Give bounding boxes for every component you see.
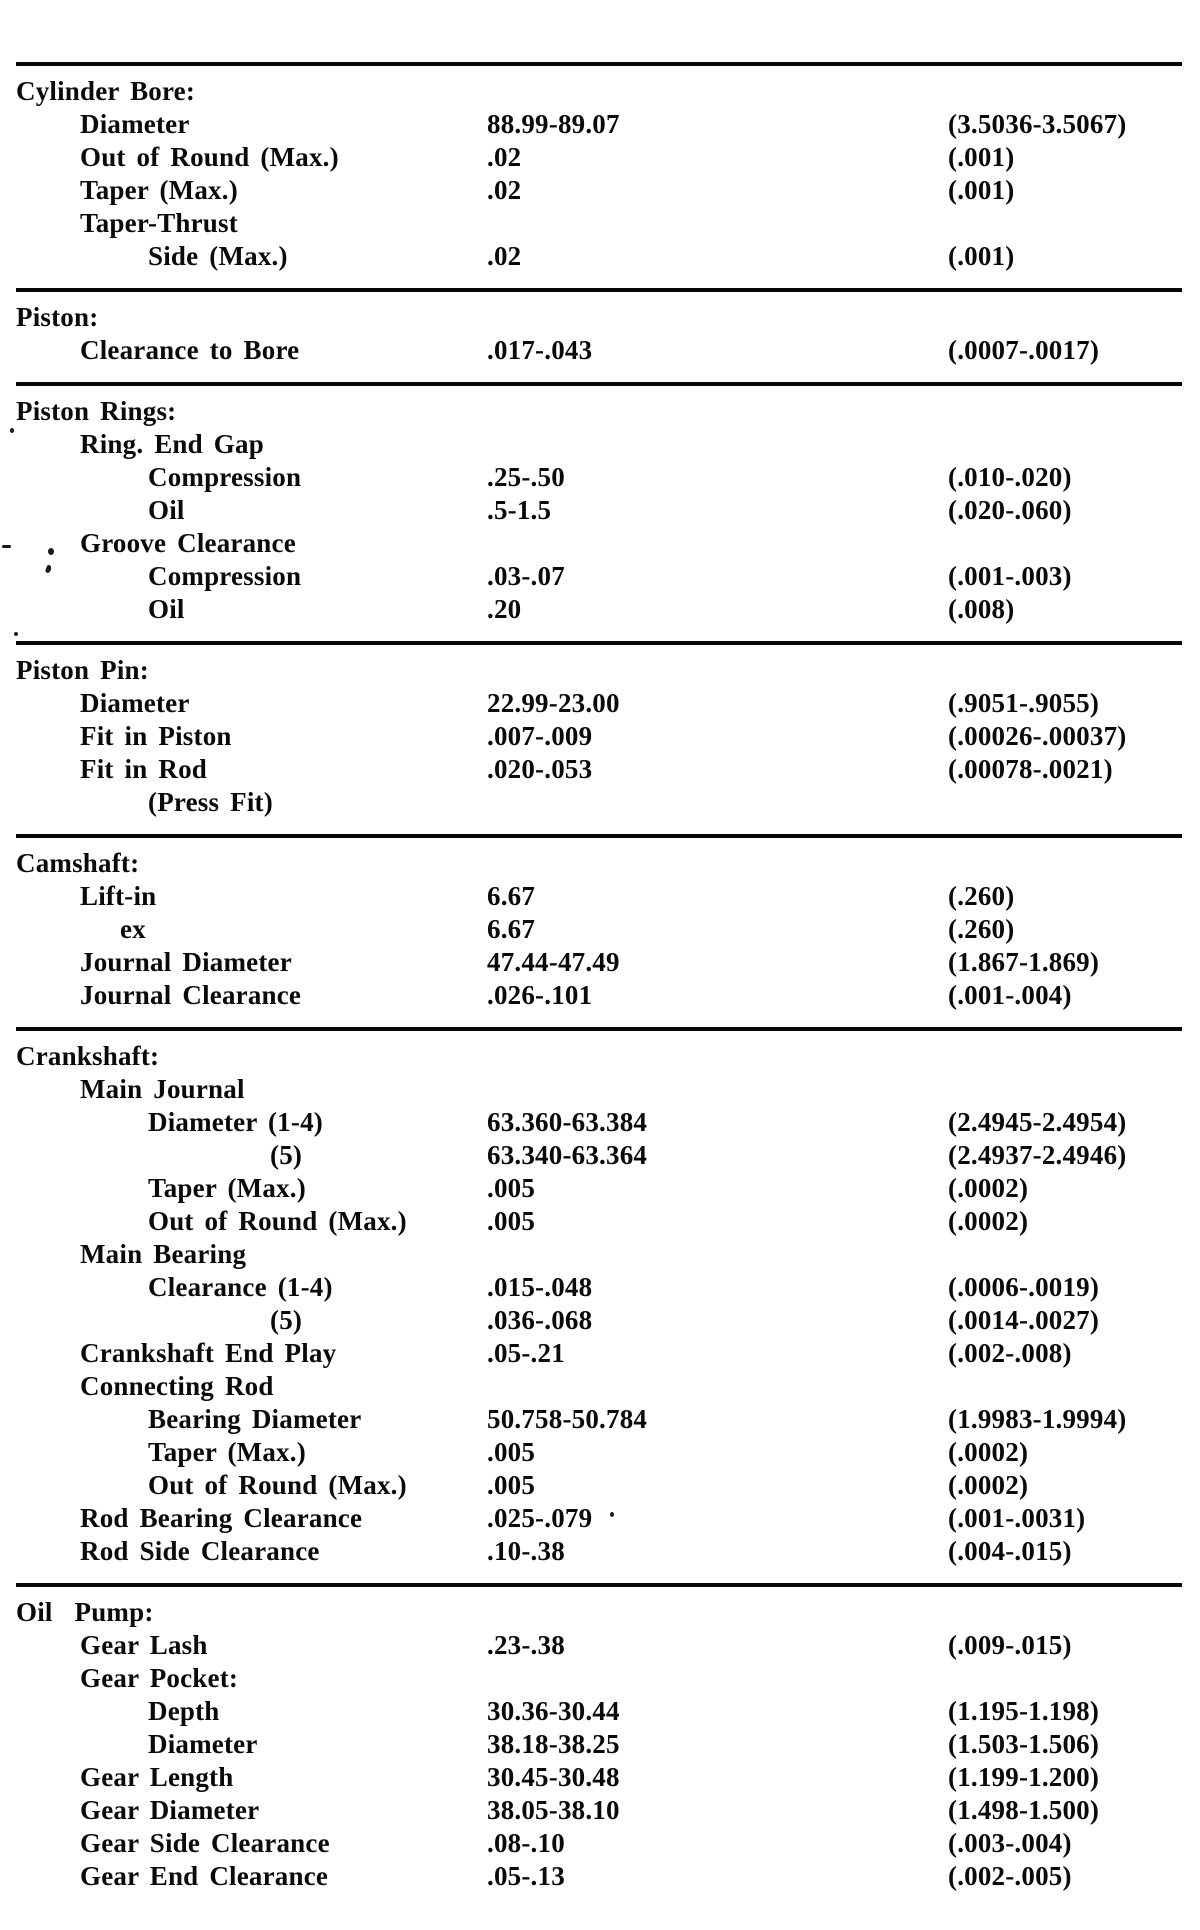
spec-value-metric: .02 [487,142,522,172]
spec-row [16,1695,1182,1728]
spec-value-inches: (.020-.060) [948,495,1072,525]
spec-row [16,560,1182,593]
spec-label: Compression [148,561,302,591]
spec-label: Side (Max.) [148,241,288,271]
spec-label: Compression [148,462,302,492]
spec-row [16,1271,1182,1304]
spec-label: Main Bearing [80,1239,247,1269]
spec-label: Gear Pocket: [80,1663,239,1693]
spec-value-inches [948,786,1182,819]
spec-value-metric: .02 [487,241,522,271]
spec-value-metric: .05-.13 [487,1861,565,1891]
spec-row [16,141,1182,174]
spec-section [16,1031,1182,1583]
spec-label: Diameter [80,109,190,139]
spec-value-metric: 6.67 [487,914,536,944]
spec-row [16,1436,1182,1469]
spec-value-metric [487,207,948,240]
section-rows [16,1629,1182,1893]
spec-row [16,1629,1182,1662]
spec-label: Diameter [80,688,190,718]
spec-row [16,1794,1182,1827]
spec-value-inches: (3.5036-3.5067) [948,109,1127,139]
spec-value-metric: 63.340-63.364 [487,1140,648,1170]
spec-label: Fit in Piston [80,721,232,751]
spec-label: Gear Diameter [80,1795,260,1825]
spec-value-inches [948,1238,1182,1271]
scan-artifact-dash [2,545,11,548]
section-title: Crankshaft: [16,1041,160,1071]
spec-label: Depth [148,1696,220,1726]
spec-label: Gear Length [80,1762,234,1792]
spec-row [16,687,1182,720]
spec-value-inches: (.260) [948,881,1015,911]
spec-value-inches: (.9051-.9055) [948,688,1100,718]
spec-value-inches: (1.9983-1.9994) [948,1404,1127,1434]
spec-row [16,1728,1182,1761]
spec-value-inches: (.0002) [948,1173,1029,1203]
spec-row [16,428,1182,461]
spec-value-inches: (.0014-.0027) [948,1305,1100,1335]
spec-value-metric: .007-.009 [487,721,593,751]
spec-value-inches: (.001) [948,175,1015,205]
scan-artifact-dot [610,1512,614,1517]
spec-value-metric: .03-.07 [487,561,565,591]
spec-label: Out of Round (Max.) [148,1206,407,1236]
spec-row [16,527,1182,560]
spec-value-metric: 88.99-89.07 [487,109,620,139]
spec-value-inches: (.0007-.0017) [948,335,1100,365]
spec-value-metric: 30.36-30.44 [487,1696,620,1726]
spec-value-inches: (.010-.020) [948,462,1072,492]
spec-label: Bearing Diameter [148,1404,362,1434]
spec-value-metric: .10-.38 [487,1536,565,1566]
spec-value-inches: (.001-.004) [948,980,1072,1010]
spec-label: Taper (Max.) [80,175,238,205]
section-title: Camshaft: [16,848,140,878]
section-title: Cylinder Bore: [16,76,196,106]
spec-label: Journal Clearance [80,980,302,1010]
spec-value-metric: .026-.101 [487,980,593,1010]
spec-row [16,1304,1182,1337]
spec-value-metric: 22.99-23.00 [487,688,620,718]
spec-value-metric: 6.67 [487,881,536,911]
spec-row [16,1403,1182,1436]
spec-label: Fit in Rod [80,754,208,784]
spec-value-inches: (.00078-.0021) [948,754,1113,784]
spec-value-inches: (.004-.015) [948,1536,1072,1566]
spec-value-metric: .025-.079 [487,1503,593,1533]
section-title: Piston Pin: [16,655,149,685]
spec-row [16,1827,1182,1860]
spec-row [16,913,1182,946]
spec-value-inches: (.008) [948,594,1015,624]
spec-value-inches: (.001-.003) [948,561,1072,591]
spec-row [16,494,1182,527]
spec-value-metric: 38.18-38.25 [487,1729,620,1759]
spec-label: Taper-Thrust [80,208,238,238]
spec-value-inches [948,207,1182,240]
spec-value-inches: (1.199-1.200) [948,1762,1100,1792]
spec-value-inches [948,1370,1182,1403]
spec-value-metric: 38.05-38.10 [487,1795,620,1825]
section-title: Piston: [16,302,99,332]
spec-label: Oil [148,495,185,525]
spec-value-inches: (.0002) [948,1206,1029,1236]
spec-row [16,979,1182,1012]
spec-row [16,1662,1182,1695]
spec-row [16,720,1182,753]
spec-value-inches: (.0002) [948,1437,1029,1467]
spec-row [16,1370,1182,1403]
spec-value-inches: (.003-.004) [948,1828,1072,1858]
scan-artifact-dot [10,428,14,433]
spec-label: Out of Round (Max.) [80,142,339,172]
spec-row [16,1139,1182,1172]
spec-value-metric [487,1370,948,1403]
spec-value-inches: (.002-.005) [948,1861,1072,1891]
spec-value-metric: .005 [487,1470,536,1500]
spec-row [16,240,1182,273]
spec-value-inches: (2.4937-2.4946) [948,1140,1127,1170]
spec-value-metric: .25-.50 [487,462,565,492]
spec-value-inches: (.001) [948,142,1015,172]
section-rows [16,108,1182,273]
spec-row [16,1205,1182,1238]
spec-label: (Press Fit) [148,787,273,817]
scan-artifact-dot [14,632,18,636]
spec-value-inches: (.0002) [948,1470,1029,1500]
spec-label: (5) [270,1305,303,1335]
spec-row [16,786,1182,819]
spec-value-metric: .015-.048 [487,1272,593,1302]
section-title: Oil Pump: [16,1597,154,1627]
spec-value-inches: (.001) [948,241,1015,271]
spec-label: Rod Bearing Clearance [80,1503,363,1533]
spec-row [16,108,1182,141]
spec-section [16,645,1182,834]
spec-row [16,334,1182,367]
spec-value-metric: .017-.043 [487,335,593,365]
spec-value-inches [948,1662,1182,1695]
spec-label: Groove Clearance [80,528,296,558]
spec-value-inches: (.260) [948,914,1015,944]
spec-row [16,1469,1182,1502]
spec-value-metric: .036-.068 [487,1305,593,1335]
spec-value-metric: .05-.21 [487,1338,565,1368]
spec-value-inches [948,428,1182,461]
spec-label: Main Journal [80,1074,245,1104]
spec-label: Rod Side Clearance [80,1536,320,1566]
spec-row [16,461,1182,494]
spec-row [16,1860,1182,1893]
spec-label: Clearance to Bore [80,335,300,365]
spec-row [16,1238,1182,1271]
section-rows [16,880,1182,1012]
spec-label: Out of Round (Max.) [148,1470,407,1500]
section-rows [16,428,1182,626]
spec-value-inches: (.001-.0031) [948,1503,1086,1533]
section-rows [16,334,1182,367]
spec-value-metric [487,527,948,560]
spec-value-metric: .5-1.5 [487,495,552,525]
spec-label: ex [120,914,146,944]
spec-value-metric [487,1073,948,1106]
spec-value-inches: (.0006-.0019) [948,1272,1100,1302]
spec-label: Crankshaft End Play [80,1338,337,1368]
spec-row [16,1761,1182,1794]
spec-value-metric [487,1238,948,1271]
spec-value-metric: .08-.10 [487,1828,565,1858]
spec-label: Diameter (1-4) [148,1107,323,1137]
spec-value-inches: (1.498-1.500) [948,1795,1100,1825]
spec-section [16,386,1182,641]
spec-value-inches [948,527,1182,560]
spec-row [16,207,1182,240]
spec-section [16,1587,1182,1908]
section-rows [16,687,1182,819]
spec-label: Connecting Rod [80,1371,274,1401]
spec-section [16,838,1182,1027]
spec-row [16,1073,1182,1106]
spec-label: Clearance (1-4) [148,1272,333,1302]
spec-value-inches: (1.503-1.506) [948,1729,1100,1759]
spec-value-metric: .005 [487,1173,536,1203]
spec-label: Taper (Max.) [148,1173,306,1203]
spec-row [16,880,1182,913]
spec-row [16,946,1182,979]
spec-table [16,62,1182,1908]
spec-row [16,753,1182,786]
spec-value-metric: .23-.38 [487,1630,565,1660]
spec-row [16,174,1182,207]
spec-value-metric: 47.44-47.49 [487,947,620,977]
spec-value-inches: (.00026-.00037) [948,721,1127,751]
spec-value-inches: (1.195-1.198) [948,1696,1100,1726]
spec-value-inches [948,1073,1182,1106]
spec-label: Ring. End Gap [80,429,264,459]
spec-value-metric: 50.758-50.784 [487,1404,648,1434]
spec-label: Gear End Clearance [80,1861,329,1891]
spec-value-metric [487,428,948,461]
spec-value-metric: 63.360-63.384 [487,1107,648,1137]
section-rows [16,1073,1182,1568]
spec-value-metric: 30.45-30.48 [487,1762,620,1792]
spec-section [16,292,1182,382]
spec-value-metric [487,1662,948,1695]
spec-row [16,1337,1182,1370]
spec-label: Gear Side Clearance [80,1828,330,1858]
spec-label: Oil [148,594,185,624]
section-title: Piston Rings: [16,396,177,426]
scan-artifact-dot [48,548,54,555]
spec-value-inches: (.009-.015) [948,1630,1072,1660]
spec-value-inches: (2.4945-2.4954) [948,1107,1127,1137]
spec-row [16,1502,1182,1535]
spec-label: Diameter [148,1729,258,1759]
spec-row [16,1172,1182,1205]
spec-label: Taper (Max.) [148,1437,306,1467]
spec-value-inches: (1.867-1.869) [948,947,1100,977]
spec-value-inches: (.002-.008) [948,1338,1072,1368]
spec-label: Gear Lash [80,1630,208,1660]
spec-label: (5) [270,1140,303,1170]
spec-value-metric: .005 [487,1437,536,1467]
spec-label: Lift-in [80,881,157,911]
spec-section [16,66,1182,288]
spec-row [16,593,1182,626]
spec-row [16,1535,1182,1568]
spec-value-metric: .20 [487,594,522,624]
spec-value-metric: .005 [487,1206,536,1236]
spec-row [16,1106,1182,1139]
spec-label: Journal Diameter [80,947,292,977]
spec-value-metric: .02 [487,175,522,205]
spec-value-metric: .020-.053 [487,754,593,784]
spec-value-metric [487,786,948,819]
